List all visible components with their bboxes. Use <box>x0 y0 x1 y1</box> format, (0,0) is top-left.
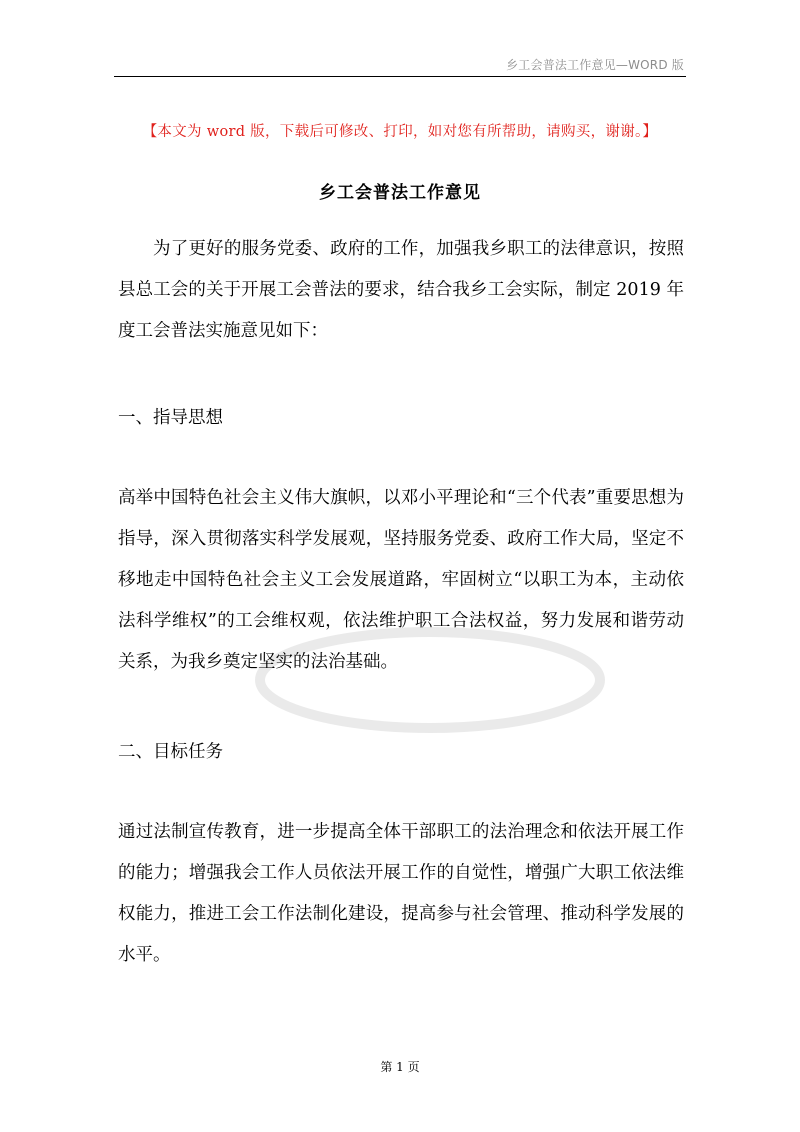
section-heading-goals: 二、目标任务 <box>118 742 223 762</box>
intro-paragraph: 为了更好的服务党委、政府的工作，加强我乡职工的法律意识，按照县总工会的关于开展工会普法的要求，结合我乡工会实际，制定 2019 年度工会普法实施意见如下： <box>118 239 684 341</box>
running-header: 乡工会普法工作意见—WORD 版 <box>506 58 684 72</box>
header-divider <box>114 76 686 77</box>
page-number: 第 1 页 <box>380 1060 420 1074</box>
section-heading-guiding-ideology: 一、指导思想 <box>118 408 223 428</box>
section-body-guiding-ideology: 高举中国特色社会主义伟大旗帜，以邓小平理论和“三个代表”重要思想为指导，深入贯彻落实科学发展观，坚持服务党委、政府工作大局，坚定不移地走中国特色社会主义工会发展道路，牢固树立“以职工为本，主动依法科学维权”的工会维权观，依法维护职工合法权益，努力发展和谐劳动关系，为我乡奠定坚实的法治基础。 <box>118 488 684 672</box>
document-title: 乡工会普法工作意见 <box>319 183 481 203</box>
section-body-goals: 通过法制宣传教育，进一步提高全体干部职工的法治理念和依法开展工作的能力；增强我会工作人员依法开展工作的自觉性，增强广大职工依法维权能力，推进工会工作法制化建设，提高参与社会管理、推动科学发展的水平。 <box>118 822 684 965</box>
download-notice: 【本文为 word 版，下载后可修改、打印，如对您有所帮助，请购买，谢谢。】 <box>142 124 658 140</box>
